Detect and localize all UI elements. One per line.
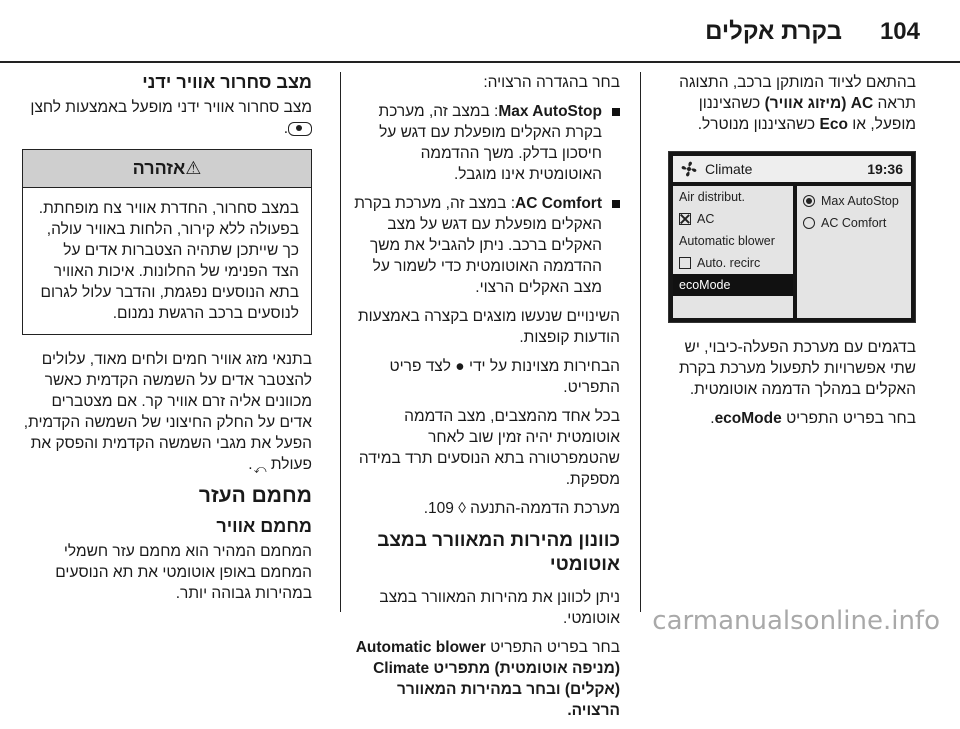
intro-paragraph: בהתאם לציוד המותקן ברכב, התצוגה תראה AC (מיזוג אוויר) כשהציננון מופעל, או Eco כשהציננון מנוטרל. (679, 74, 916, 133)
paragraph: ניתן לכוונן את מהירות המאוורר במצב אוטומטי. (379, 589, 620, 627)
menu-item-auto-recirc[interactable]: Auto. recirc (673, 252, 793, 274)
menu-item-ac[interactable]: AC (673, 208, 793, 230)
option-ac-comfort[interactable]: AC Comfort (797, 212, 911, 234)
recirculation-small-icon: ⤺ (253, 461, 267, 476)
paragraph: בחר בפריט התפריט Automatic blower (מניפה אוטומטית) מתפריט Climate (אקלים) ובחר במהירות המאוורר הרצויה. (355, 639, 620, 719)
left-column (22, 72, 312, 612)
heading-manual-recirculation: מצב סחרור אוויר ידני (142, 72, 312, 92)
screen-menu-list (673, 186, 793, 318)
right-column (658, 72, 916, 437)
screen-options-list (797, 186, 911, 318)
warning-header: ⚠אזהרה (23, 150, 311, 188)
radio-selected-icon (803, 195, 815, 207)
middle-column (350, 72, 620, 729)
menu-item-automatic-blower[interactable]: Automatic blower (679, 233, 775, 248)
heading-blower-speed: כוונון מהירות המאוורר במצב אוטומטי (377, 530, 620, 575)
menu-item-ecomode[interactable]: ecoMode (673, 274, 793, 296)
warning-text: במצב סחרור, החדרת אוויר צח מופחתת. בפעולה ללא קירור, הלחות באוויר עולה, כך שייתכן שתהיה הצטברות אדים על הצד הפנימי של החלונות. איכות האוויר בתא הנוסעים נפגמת, והדבר עלול לגרום לנוסעים ברכב הרגשת נמנום. (38, 200, 299, 322)
column-divider (340, 72, 341, 612)
screen-time: 19:36 (867, 160, 903, 177)
climate-screen-image (668, 151, 916, 323)
heading-auxiliary-heater: מחמם העזר (198, 484, 312, 507)
watermark: carmanualsonline.info (652, 606, 940, 636)
section-title: בקרת אקלים (705, 18, 842, 45)
heading-air-heater: מחמם אוויר (216, 516, 312, 536)
page-header (0, 0, 960, 62)
paragraph: בחר בפריט התפריט ecoMode. (710, 410, 916, 427)
bullet-ac-comfort: AC Comfort: במצב זה, מערכת בקרת האקלים מופעלת עם דגש על מצב האקלים ברכב. ניתן להגביל את משך ההדממה האוטומטית כדי לשמור על מצב האקלים הרצוי. (350, 193, 620, 298)
paragraph: הבחירות מצוינות על ידי ● לצד פריט התפריט. (389, 358, 620, 396)
checkbox-icon (679, 257, 691, 269)
paragraph: בתנאי מזג אוויר חמים ולחים מאוד, עלולים להצטבר אדים על השמשה הקדמית כאשר מכוונים אליה זרם אוויר קר. אם מצטברים אדים על החלק החיצוני של השמשה הקדמית, הפעל את מגבי השמשה הקדמית והפסק את פעולת ⤺. (23, 351, 312, 476)
warning-triangle-icon: ⚠ (185, 158, 202, 178)
bullet-icon (612, 108, 620, 116)
screen-title: Climate (705, 160, 753, 177)
option-max-autostop[interactable]: Max AutoStop (797, 190, 911, 212)
bullet-icon (612, 200, 620, 208)
paragraph: מצב סחרור אוויר ידני מופעל באמצעות לחצן . (30, 99, 312, 137)
header-rule (0, 61, 960, 63)
paragraph: השינויים שנעשו מוצגים בקצרה באמצעות הודעות קופצות. (357, 308, 620, 346)
warning-box (22, 149, 312, 335)
paragraph: מערכת הדממה-התנעה ◊ 109. (423, 500, 620, 517)
recirculation-icon (288, 122, 312, 136)
paragraph: המחמם המהיר הוא מחמם עזר חשמלי המחמם באופן אוטומטי את תא הנוסעים במהירות גבוהה יותר. (55, 543, 312, 602)
menu-item-air-distribution[interactable]: Air distribut. (679, 189, 745, 204)
paragraph: בחר בהגדרה הרצויה: (483, 74, 620, 91)
paragraph: בדגמים עם מערכת הפעלה-כיבוי, יש שתי אפשרויות לתפעול מערכת בקרת האקלים במהלך הדממה אוטומטית. (679, 339, 916, 398)
screen-title-bar (673, 156, 911, 182)
bullet-max-autostop: Max AutoStop: במצב זה, מערכת בקרת האקלים מופעלת עם דגש על חיסכון בדלק. משך ההדממה האוטומטית אינו מוגבל. (350, 101, 620, 185)
column-divider (640, 72, 641, 612)
fan-icon (679, 159, 699, 179)
radio-icon (803, 217, 815, 229)
paragraph: בכל אחד מהמצבים, מצב הדממה אוטומטית יהיה זמין שוב לאחר שהטמפרטורה בתא הנוסעים תרד במידה מספקת. (358, 408, 620, 488)
checkbox-checked-icon (679, 213, 691, 225)
page-number: 104 (879, 18, 920, 45)
